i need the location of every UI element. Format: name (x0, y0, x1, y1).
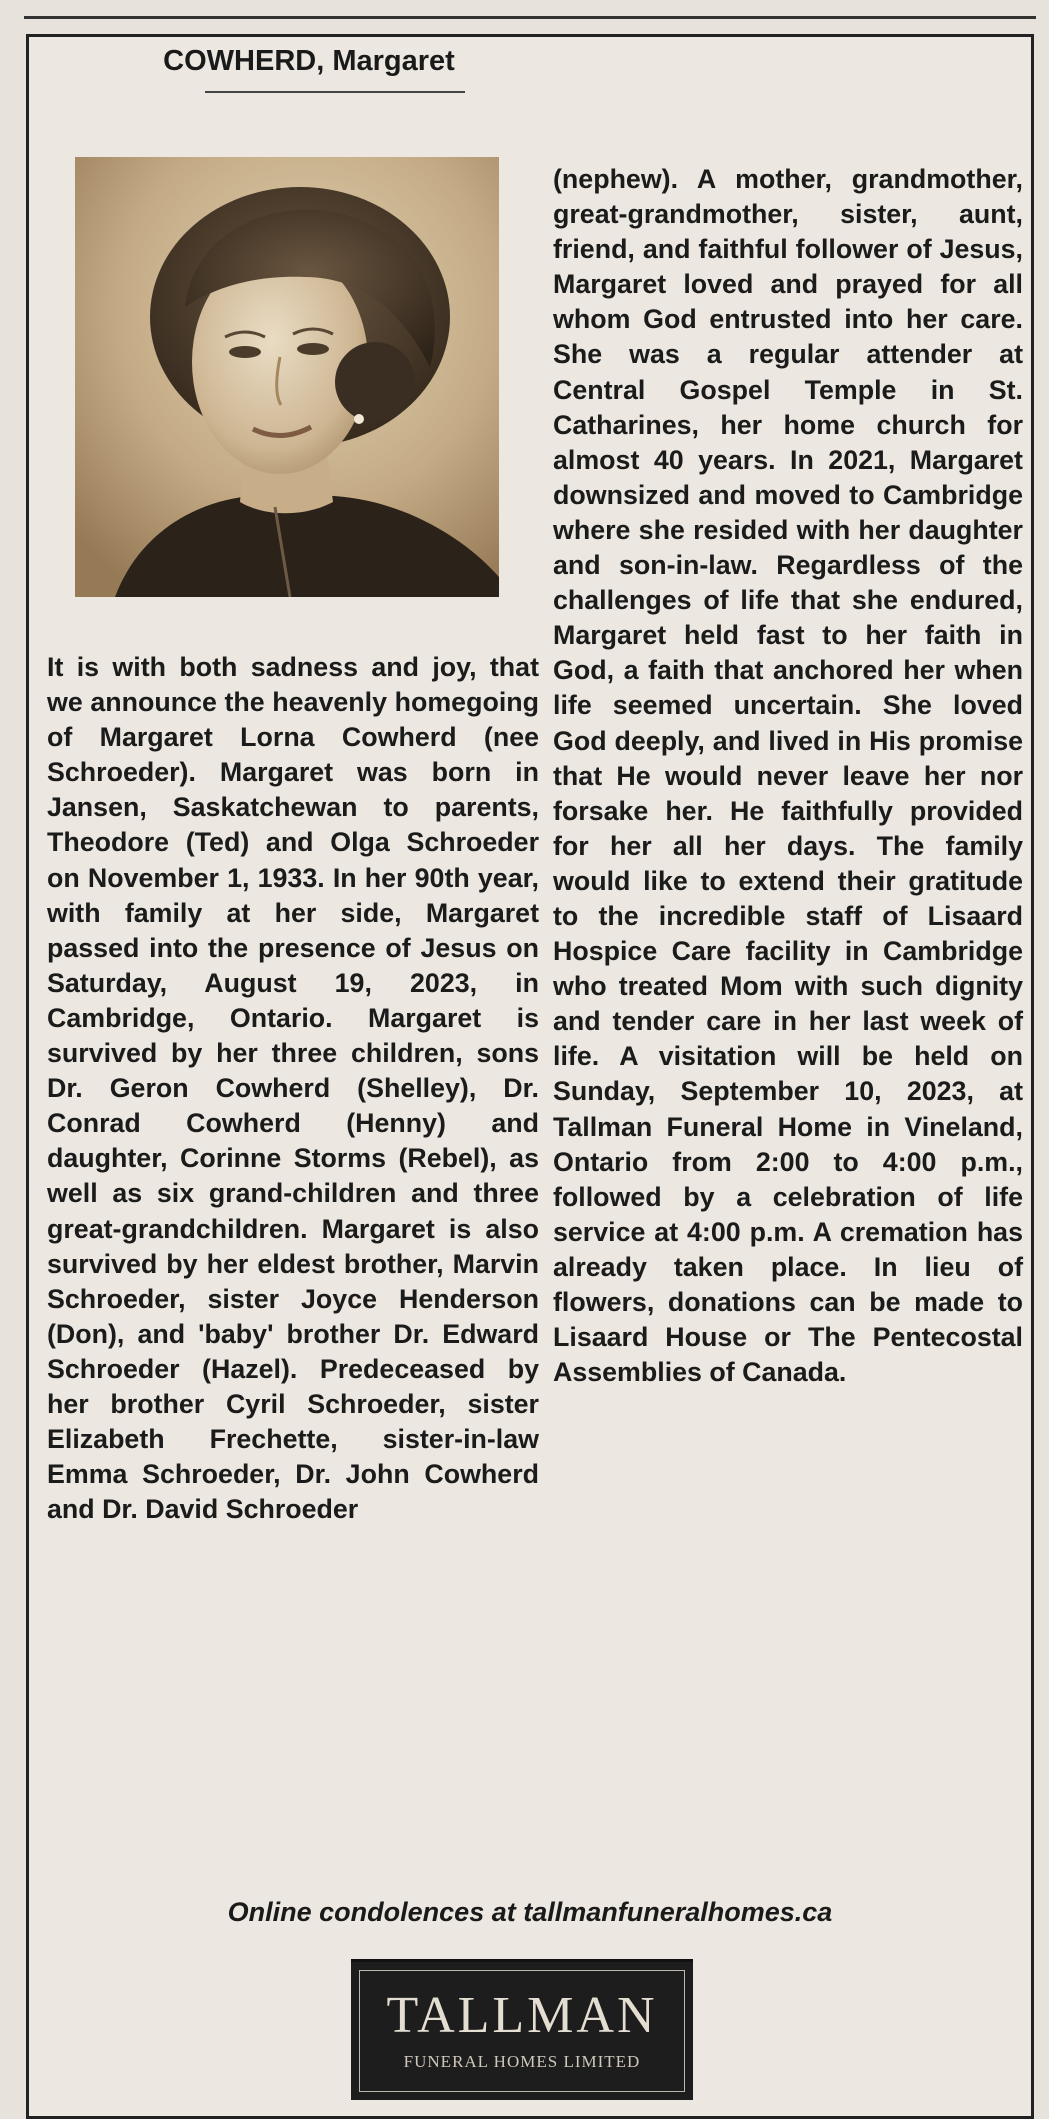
headline-underline (205, 91, 465, 93)
obituary-paragraph-left: It is with both sadness and joy, that we announce the heavenly homegoing of Margaret Lorna Cowherd (nee Schroeder). Margaret was born in Jansen, Saskatchewan to parents, Theodore (Ted) and Olga Schroeder on November 1, 1933. In her 90th year, with family at her side, Margaret passed into the presence of Jesus on Saturday, August 19, 2023, in Cambridge, Ontario. Margaret is survived by her three children, sons Dr. Geron Cowherd (Shelley), Dr. Conrad Cowherd (Henny) and daughter, Corinne Storms (Rebel), as well as six grand-children and three great-grandchildren. Margaret is also survived by her eldest brother, Marvin Schroeder, sister Joyce Henderson (Don), and 'baby' brother Dr. Edward Schroeder (Hazel). Predeceased by her brother Cyril Schroeder, sister Elizabeth Frechette, sister-in-law Emma Schroeder, Dr. John Cowherd and Dr. David Schroeder (47, 652, 539, 1525)
obituary-text-left-column (47, 650, 539, 1527)
logo-subtitle: FUNERAL HOMES LIMITED (403, 2052, 641, 2071)
obituary-text-right-column (553, 162, 1023, 1390)
obituary-paragraph-right: (nephew). A mother, grandmother, great-grandmother, sister, aunt, friend, and faithful follower of Jesus, Margaret loved and prayed for all whom God entrusted into her care. She was a regular attender at Central Gospel Temple in St. Catharines, her home church for almost 40 years. In 2021, Margaret downsized and moved to Cambridge where she resided with her daughter and son-in-law. Regardless of the challenges of life that she endured, Margaret held fast to her faith in God, a faith that anchored her when life seemed uncertain. She loved God deeply, and lived in His promise that He would never leave her nor forsake her. He faithfully provided for her all her days. The family would like to extend their gratitude to the incredible staff of Lisaard Hospice Care facility in Cambridge who treated Mom with such dignity and tender care in her last week of life. A visitation will be held on Sunday, September 10, 2023, at Tallman Funeral Home in Vineland, Ontario from 2:00 to 4:00 p.m., followed by a celebration of life service at 4:00 p.m. A cremation has already taken place. In lieu of flowers, donations can be made to Lisaard House or The Pentecostal Assemblies of Canada. (553, 164, 1023, 1388)
page-top-rule (24, 16, 1036, 19)
portrait-photo (75, 157, 499, 597)
obituary-notice (26, 34, 1034, 2119)
logo-name: TALLMAN (386, 1987, 658, 2044)
online-condolences-line: Online condolences at tallmanfuneralhomes.ca (227, 1897, 833, 1927)
tallman-funeral-homes-logo (351, 1959, 693, 2100)
portrait-illustration (75, 157, 499, 597)
adjacent-column-bleed-right (1035, 0, 1049, 2119)
obituary-headline: COWHERD, Margaret (163, 45, 455, 77)
adjacent-column-bleed-left (0, 0, 22, 2119)
